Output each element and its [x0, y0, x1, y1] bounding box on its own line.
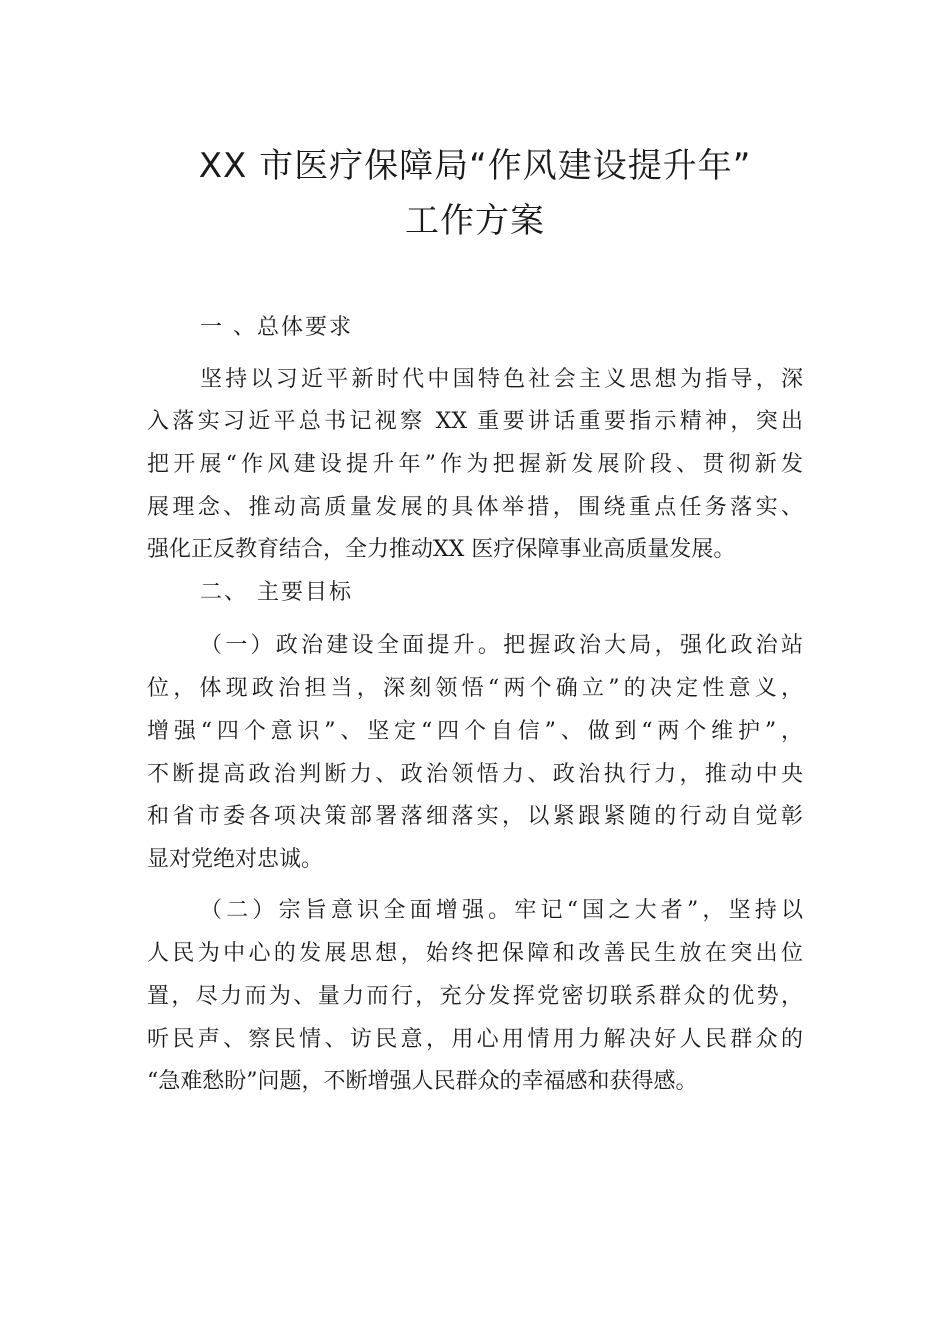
section-heading-main-goals: 二、 主要目标: [200, 580, 353, 605]
document-title-line-2: 工作方案: [405, 201, 545, 241]
paragraph-line: 坚持以习近平新时代中国特色社会主义思想为指导，深: [200, 367, 803, 392]
paragraph-line: （二）宗旨意识全面增强。牢记“国之大者”，坚持以: [200, 898, 803, 923]
paragraph-line: 和省市委各项决策部署落细落实，以紧跟紧随的行动自觉彰: [147, 804, 803, 829]
paragraph-line: 入落实习近平总书记视察 XX 重要讲话重要指示精神，突出: [147, 409, 803, 434]
paragraph-line: 听民声、察民情、访民意，用心用情用力解决好人民群众的: [147, 1027, 803, 1052]
paragraph-line: 不断提高政治判断力、政治领悟力、政治执行力，推动中央: [147, 762, 803, 787]
document-title-line-1: XX 市医疗保障局“作风建设提升年”: [198, 146, 752, 186]
paragraph-line: （一）政治建设全面提升。把握政治大局，强化政治站: [200, 633, 803, 658]
paragraph-line: 把开展“作风建设提升年”作为把握新发展阶段、贯彻新发: [147, 452, 803, 477]
paragraph-line: 展理念、推动高质量发展的具体举措，围绕重点任务落实、: [147, 495, 803, 520]
paragraph-line: “急难愁盼”问题，不断增强人民群众的幸福感和获得感。: [147, 1069, 698, 1094]
paragraph-line: 人民为中心的发展思想，始终把保障和改善民生放在突出位: [147, 941, 803, 966]
paragraph-line: 位，体现政治担当，深刻领悟“两个确立”的决定性意义，: [147, 676, 803, 701]
paragraph-line: 显对党绝对忠诚。: [147, 847, 324, 872]
section-heading-overall-requirements: 一 、总体要求: [200, 315, 353, 340]
paragraph-line: 强化正反教育结合，全力推动XX 医疗保障事业高质量发展。: [147, 537, 736, 562]
paragraph-line: 增强“四个意识”、坚定“四个自信”、做到“两个维护”，: [147, 719, 803, 744]
paragraph-line: 置，尽力而为、量力而行，充分发挥党密切联系群众的优势，: [147, 984, 803, 1009]
